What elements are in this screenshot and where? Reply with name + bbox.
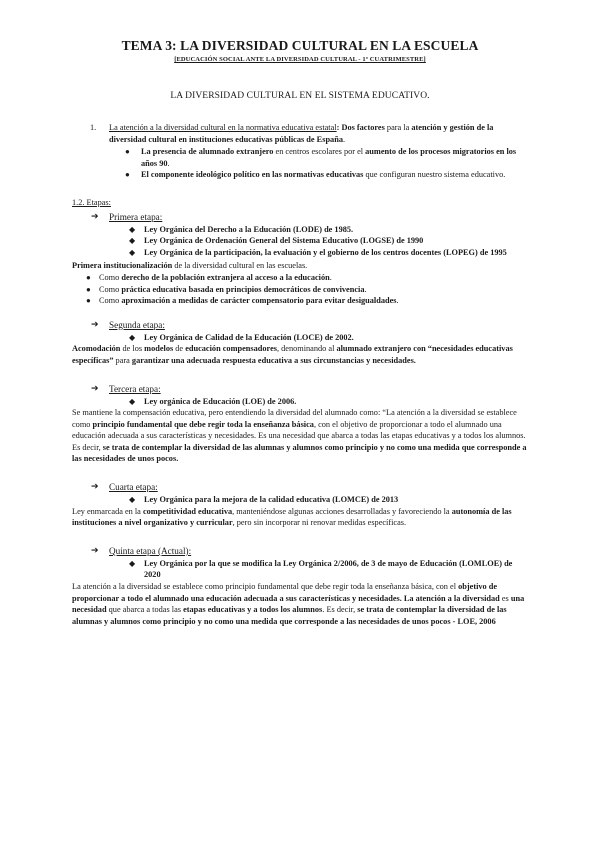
etapa-1-title: ➔ Primera etapa: xyxy=(91,211,163,222)
diamond-icon: ◆ xyxy=(129,332,136,342)
etapa-4-paragraph: Ley enmarcada en la competitividad educativa, manteniéndose algunas acciones desarrolladas y favoreciendo la autonomía de las instituciones a nivel organizativo y curricular, pero sin incorporar ni renovar medidas específicas. xyxy=(72,506,512,528)
etapas-heading: 1.2. Etapas: xyxy=(72,197,111,207)
arrow-icon: ➔ xyxy=(91,482,99,493)
etapa-5-paragraph: La atención a la diversidad se establece como principio fundamental que debe regir toda la enseñanza básica, con el objetivo de proporcionar a todo el alumnado una educación adecuada a sus características y necesidades. La atención a la diversidad es una necesidad que abarca a todas las etapas educativas y a todos los alumnos. Es decir, se trata de contemplar la diversidad de las alumnas y alumnos como principio y no como una medida que corresponde a las necesidades de unos pocos - LOE, 2006 xyxy=(72,582,525,626)
etapa-3-paragraph: Se mantiene la compensación educativa, pero entendiendo la diversidad del alumnado como: “La atención a la diversidad se establece como principio fundamental que debe regir toda la enseñanza básica, con el objetivo de proporcionar a todo el alumnado una educación adecuada a sus características y necesidades. Es una necesidad que abarca a todas las etapas educativas y a todos los alumnos. Es decir, se trata de contemplar la diversidad de las alumnas y alumnos como principio y no como una medida que corresponde a las necesidades de unos pocos. xyxy=(72,408,527,464)
point-1-bullets xyxy=(109,146,528,181)
etapa-2-title: ➔ Segunda etapa: xyxy=(91,319,165,330)
etapa-5-laws xyxy=(72,558,528,581)
arrow-icon: ➔ xyxy=(91,211,99,222)
etapa-2-paragraph: Acomodación de los modelos de educación compensadores, denominando al alumnado extranjero con “necesidades educativas específicas” para garantizar una adecuada respuesta educativa a sus circunstancias y necesidades. xyxy=(72,344,513,365)
list-item: ◆ Ley Orgánica de Ordenación General del Sistema Educativo (LOGSE) de 1990 xyxy=(129,236,424,246)
etapa-4-laws xyxy=(72,494,528,506)
etapa-5-title: ➔ Quinta etapa (Actual): xyxy=(91,545,192,556)
bullet-icon: ● xyxy=(125,170,130,180)
point-1-title: La atención a la diversidad cultural en la normativa educativa estatal xyxy=(109,123,337,132)
etapa-2-laws xyxy=(72,332,528,344)
diamond-icon: ◆ xyxy=(129,396,136,406)
diamond-icon: ◆ xyxy=(129,247,136,257)
list-item: ◆ Ley orgánica de Educación (LOE) de 2006. xyxy=(129,396,297,406)
arrow-icon: ➔ xyxy=(91,319,99,330)
list-item: ◆ Ley Orgánica para la mejora de la calidad educativa (LOMCE) de 2013 xyxy=(129,495,399,505)
list-item: ◆ Ley Orgánica del Derecho a la Educación (LODE) de 1985. xyxy=(129,224,354,234)
list-item: ● El componente ideológico político en las normativas educativas que configuran nuestro sistema educativo. xyxy=(125,170,506,180)
list-item: ◆ Ley Orgánica de Calidad de la Educación (LOCE) de 2002. xyxy=(129,332,354,342)
list-item: ● La presencia de alumnado extranjero en centros escolares por el aumento de los procesos migratorios en los años 90. xyxy=(125,147,517,168)
list-item: ● Como aproximación a medidas de carácter compensatorio para evitar desigualdades. xyxy=(86,296,399,306)
list-item: ● Como práctica educativa basada en principios democráticos de convivencia. xyxy=(86,284,367,294)
bullet-icon: ● xyxy=(86,296,91,306)
etapa-3-laws xyxy=(72,396,528,408)
etapa-1-intro: Primera institucionalización de la diversidad cultural en las escuelas. xyxy=(72,261,308,271)
diamond-icon: ◆ xyxy=(129,224,136,234)
bullet-icon: ● xyxy=(125,147,130,157)
list-item: ◆ Ley Orgánica por la que se modifica la Ley Orgánica 2/2006, de 3 de mayo de Educación (LOMLOE) de 2020 xyxy=(129,558,513,580)
page-title: TEMA 3: LA DIVERSIDAD CULTURAL EN LA ESCUELA xyxy=(121,38,479,53)
bullet-icon: ● xyxy=(86,272,91,282)
point-1-paragraph: La atención a la diversidad cultural en la normativa educativa estatal: Dos factores para la atención y gestión de la diversidad cultural en instituciones educativas públicas de España. xyxy=(109,123,494,144)
diamond-icon: ◆ xyxy=(129,558,136,568)
etapa-4-title: ➔ Cuarta etapa: xyxy=(91,482,158,493)
etapa-1-laws xyxy=(72,224,528,259)
bullet-icon: ● xyxy=(86,284,91,294)
numbered-point-1 xyxy=(72,122,528,181)
etapa-1-points xyxy=(72,272,528,307)
list-item: ◆ Ley Orgánica de la participación, la evaluación y el gobierno de los centros docentes (LOPEG) de 1995 xyxy=(129,247,507,257)
diamond-icon: ◆ xyxy=(129,236,136,246)
etapa-3-title: ➔ Tercera etapa: xyxy=(91,383,161,394)
list-item: ● Como derecho de la población extranjera al acceso a la educación. xyxy=(86,272,332,282)
arrow-icon: ➔ xyxy=(91,383,99,394)
point-number: 1. xyxy=(90,123,97,132)
diamond-icon: ◆ xyxy=(129,495,136,505)
page-subtitle: [EDUCACIÓN SOCIAL ANTE LA DIVERSIDAD CULTURAL - 1º CUATRIMESTRE] xyxy=(174,56,426,63)
section-heading: LA DIVERSIDAD CULTURAL EN EL SISTEMA EDUCATIVO. xyxy=(170,91,430,101)
arrow-icon: ➔ xyxy=(91,545,99,556)
